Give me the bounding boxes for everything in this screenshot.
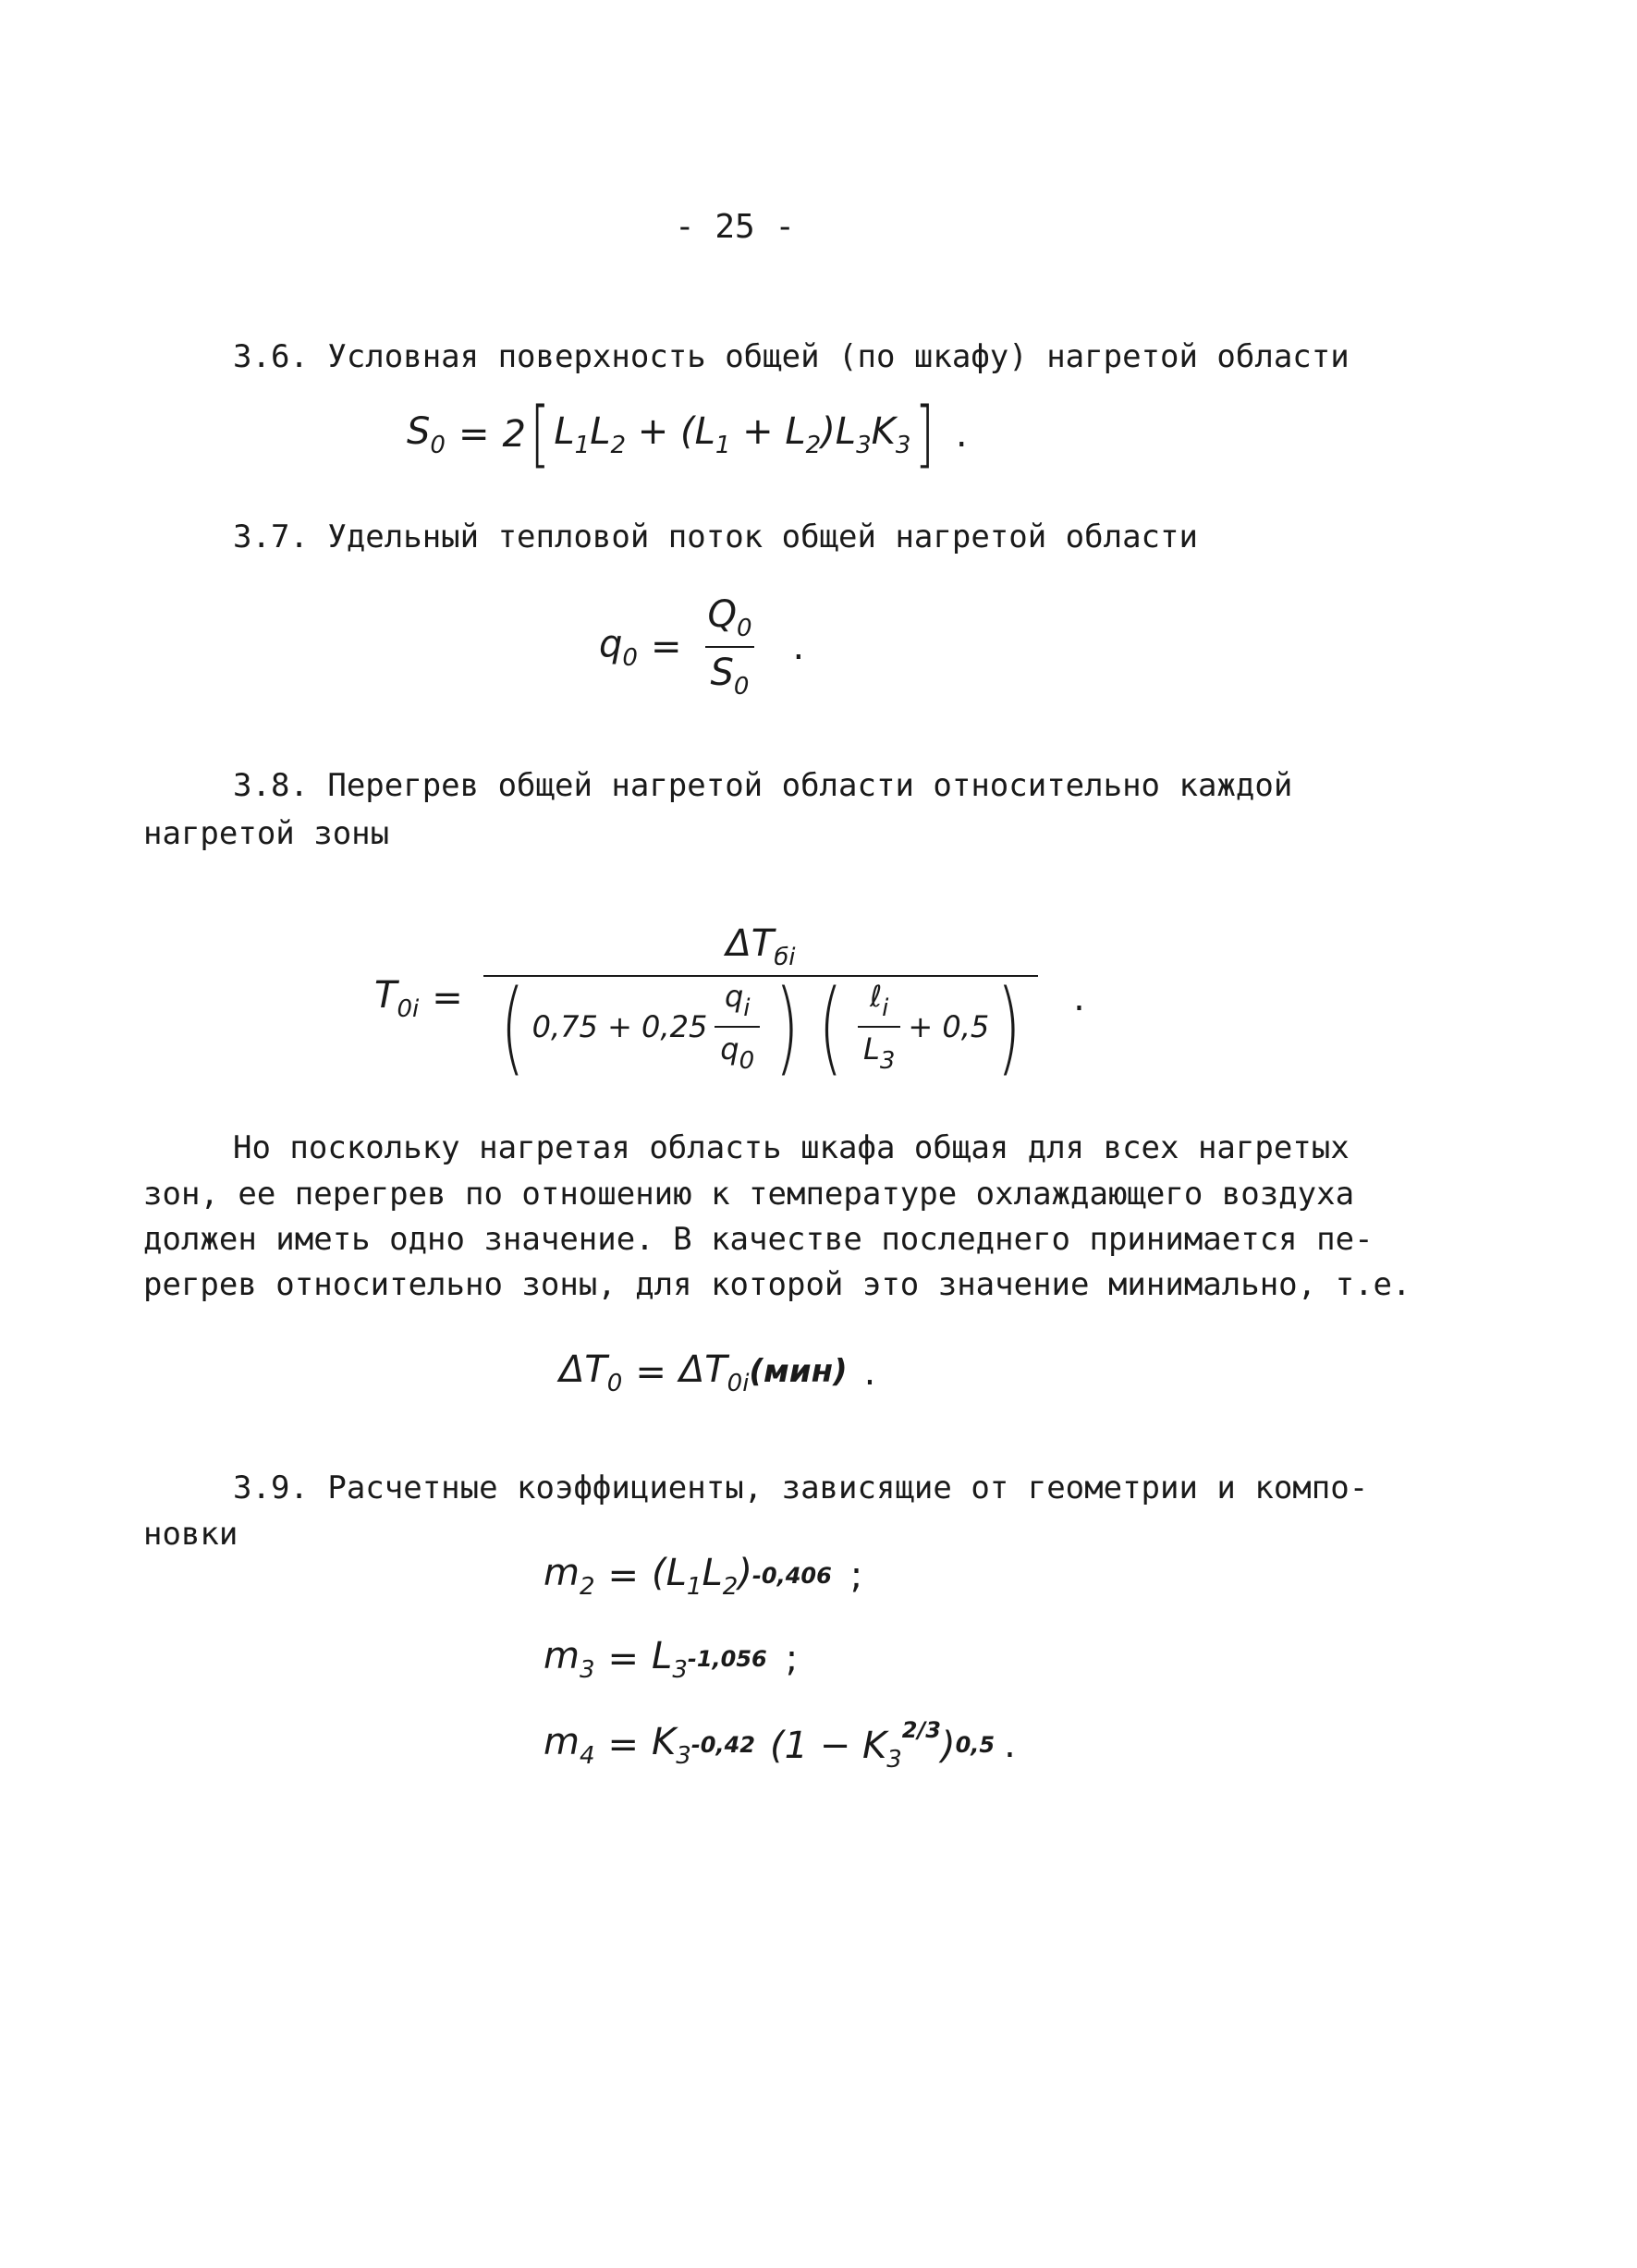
delta-t0i-min: $\Delta T_{0i}(мин)$: [678, 1347, 848, 1397]
formula-m2: [544, 1539, 862, 1613]
fraction-li-l3: $\frac{\ell_i}{L_3}$: [858, 979, 900, 1075]
paragraph-line-1: Но поскольку нагретая область шкафа общая для всех нагретых: [233, 1129, 1350, 1166]
m3-exponent: -1,056: [687, 1646, 767, 1672]
s0-expression: $L_1L_2 + (L_1 + L_2)L_3K_3$: [554, 409, 911, 459]
page-number: - 25 -: [675, 208, 796, 246]
paragraph-line-4: регрев относительно зоны, для которой это значение минимально, т.е.: [143, 1266, 1411, 1303]
fraction-t0i: [483, 921, 1038, 1086]
formula-m4: [544, 1708, 1016, 1782]
equals-sign: =: [635, 1351, 666, 1394]
denominator-constant-1: 0,75 + 0,25: [531, 1008, 708, 1044]
left-bracket: [: [530, 393, 550, 476]
fraction-qi-q0: $\frac{q_i}{q_0}$: [715, 979, 760, 1075]
section-3-7-heading: 3.7. Удельный тепловой поток общей нагретой области: [233, 518, 1198, 555]
formula-heat-flux-q0: [599, 591, 804, 702]
fraction-numerator: $\Delta T_{бi}$: [726, 921, 796, 971]
m4-exponent-1: -0,42: [690, 1732, 755, 1758]
m4-bracket-term: $(1 - K_3^{2/3})$: [770, 1716, 956, 1774]
section-3-9-line-2: новки: [143, 1516, 238, 1553]
equals-sign: =: [432, 977, 463, 1019]
equals-sign: =: [607, 1555, 640, 1597]
equals-sign: =: [650, 626, 682, 668]
section-3-8-line-2: нагретой зоны: [143, 815, 390, 852]
section-3-8-line-1: 3.8. Перегрев общей нагретой области относительно каждой: [233, 767, 1293, 804]
paragraph-line-2: зон, ее перегрев по отношению к температуре охлаждающего воздуха: [143, 1176, 1355, 1213]
equals-sign: =: [607, 1638, 640, 1680]
fraction-q0-s0: [702, 593, 757, 701]
section-3-9-line-1: 3.9. Расчетные коэффициенты, зависящие от геометрии и компо-: [233, 1469, 1369, 1506]
m4-symbol: $m_4$: [544, 1720, 595, 1770]
equals-sign: =: [458, 413, 490, 456]
fraction-numerator: $Q_0$: [707, 593, 752, 642]
delta-t0-symbol: $\Delta T_0$: [559, 1347, 623, 1397]
formula-delta-t0: [559, 1340, 875, 1405]
q0-symbol: $q_0$: [599, 622, 638, 672]
right-bracket: ]: [914, 393, 935, 476]
fraction-denominator: ( 0,75 + 0,25 $\frac{q_i}{q_0}$ ) ( $\frac{\ell_i}{L_3}$ + 0,5 ): [483, 975, 1038, 1075]
formula-overheat-t0i: [374, 906, 1085, 1091]
m2-exponent: -0,406: [751, 1563, 832, 1589]
formula-end-mark: .: [863, 1351, 876, 1394]
coefficient-2: 2: [502, 413, 526, 456]
m3-base: $L_3$: [652, 1634, 688, 1684]
formula-end-mark: .: [792, 626, 805, 668]
paragraph-line-3: должен иметь одно значение. В качестве последнего принимается пе-: [143, 1221, 1374, 1258]
formula-end-mark: .: [1073, 977, 1085, 1019]
formula-end-mark: .: [1004, 1724, 1016, 1766]
formula-surface-s0: [407, 393, 968, 476]
t0i-symbol: $T_{0i}$: [374, 973, 420, 1023]
fraction-denominator: $S_0$: [705, 646, 755, 701]
m4-exponent-3: 0,5: [955, 1732, 996, 1758]
m2-base: $(L_1L_2)$: [652, 1551, 752, 1601]
equals-sign: =: [607, 1724, 640, 1766]
m2-symbol: $m_2$: [544, 1551, 595, 1601]
s0-symbol: $S_0$: [407, 409, 446, 459]
denominator-constant-2: + 0,5: [908, 1008, 990, 1044]
m3-symbol: $m_3$: [544, 1634, 595, 1684]
formula-end-mark: .: [955, 413, 968, 456]
formula-end-mark: ;: [849, 1555, 863, 1597]
m4-k3: $K_3$: [652, 1720, 691, 1770]
formula-end-mark: ;: [785, 1638, 799, 1680]
section-3-6-heading: 3.6. Условная поверхность общей (по шкафу) нагретой области: [233, 338, 1350, 375]
formula-m3: [544, 1622, 798, 1696]
